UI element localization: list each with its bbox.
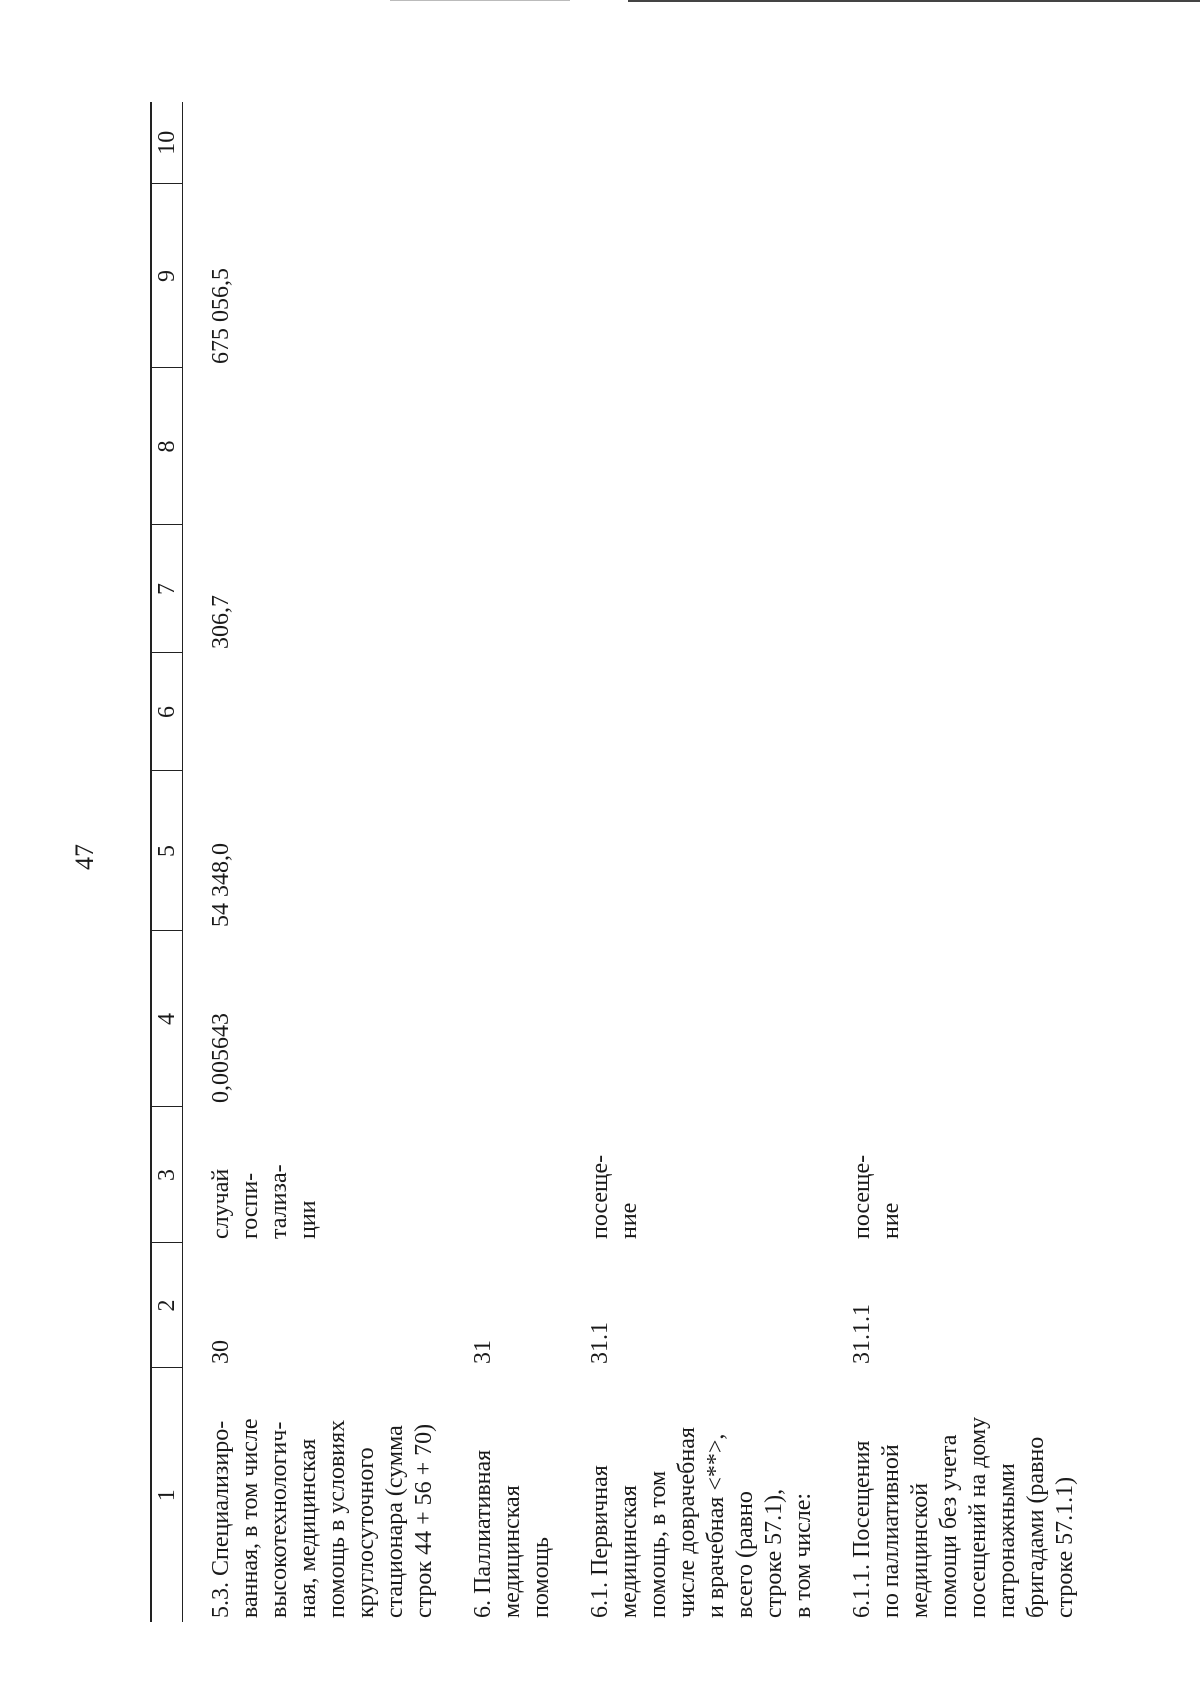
column-header: 6 <box>151 653 183 771</box>
cell-col7 <box>556 525 818 653</box>
column-header: 5 <box>151 771 183 931</box>
row-name: 6. Паллиативная медицинская помощь <box>470 1449 554 1618</box>
row-unit: случай госпи- тализа- ции <box>208 1164 321 1239</box>
cell-col10 <box>556 102 818 184</box>
column-header: 3 <box>151 1107 183 1243</box>
cell-col6 <box>439 653 556 771</box>
scan-edge-artifact <box>390 0 570 1</box>
column-header: 7 <box>151 525 183 653</box>
cell-col6 <box>556 653 818 771</box>
cell-col5 <box>818 771 1080 931</box>
scan-edge-artifact <box>628 0 1200 2</box>
cell-col7 <box>818 525 1080 653</box>
cell-col5 <box>439 771 556 931</box>
table-row <box>183 102 440 1622</box>
cell-col4 <box>439 931 556 1107</box>
column-header: 10 <box>151 102 183 184</box>
data-table <box>150 102 1080 1622</box>
cell-col4 <box>556 931 818 1107</box>
column-number-row <box>151 102 183 1622</box>
cell-col8 <box>556 368 818 525</box>
table-row <box>556 102 818 1622</box>
column-header: 8 <box>151 368 183 525</box>
column-header: 9 <box>151 184 183 368</box>
rotated-table-container <box>150 102 1078 1622</box>
column-header: 2 <box>151 1243 183 1368</box>
cell-col8 <box>439 368 556 525</box>
cell-col9 <box>439 184 556 368</box>
cell-col10 <box>818 102 1080 184</box>
cell-col8 <box>183 368 440 525</box>
row-unit: посеще- ние <box>849 1154 904 1239</box>
row-code: 30 <box>208 1340 234 1364</box>
cell-col5 <box>556 771 818 931</box>
cell-col10 <box>439 102 556 184</box>
cell-col6 <box>818 653 1080 771</box>
cell-col8 <box>818 368 1080 525</box>
row-unit <box>439 1107 556 1243</box>
column-header: 1 <box>151 1368 183 1622</box>
row-name: 6.1. Первичная медицинская помощь, в том числе доврачебная и врачебная <**>, всего (равно строке 57.1), в том числе: <box>587 1427 816 1618</box>
cell-col4: 0,005643 <box>208 1013 234 1103</box>
cell-col5: 54 348,0 <box>208 843 234 927</box>
row-name: 6.1.1. Посещения по паллиативной медицинской помощи без учета посещений на дому патронажными бригадами (равно строке 57.1.1) <box>849 1416 1078 1618</box>
row-code: 31.1.1 <box>849 1304 875 1364</box>
cell-col9 <box>818 184 1080 368</box>
table-row <box>818 102 1080 1622</box>
cell-col9 <box>556 184 818 368</box>
cell-col7 <box>439 525 556 653</box>
cell-col10 <box>183 102 440 184</box>
cell-col7: 306,7 <box>208 595 234 649</box>
table-row <box>439 102 556 1622</box>
row-code: 31 <box>470 1340 496 1364</box>
cell-col4 <box>818 931 1080 1107</box>
row-name: 5.3. Специализиро- ванная, в том числе высокотехнологич- ная, медицинская помощь в условиях круглосуточного стационара (сумма строк 44 + 56 + 70) <box>208 1418 437 1618</box>
cell-col9: 675 056,5 <box>208 268 234 364</box>
cell-col6 <box>183 653 440 771</box>
column-header: 4 <box>151 931 183 1107</box>
row-unit: посеще- ние <box>587 1154 642 1239</box>
page-number: 47 <box>70 844 99 870</box>
row-code: 31.1 <box>587 1322 613 1364</box>
